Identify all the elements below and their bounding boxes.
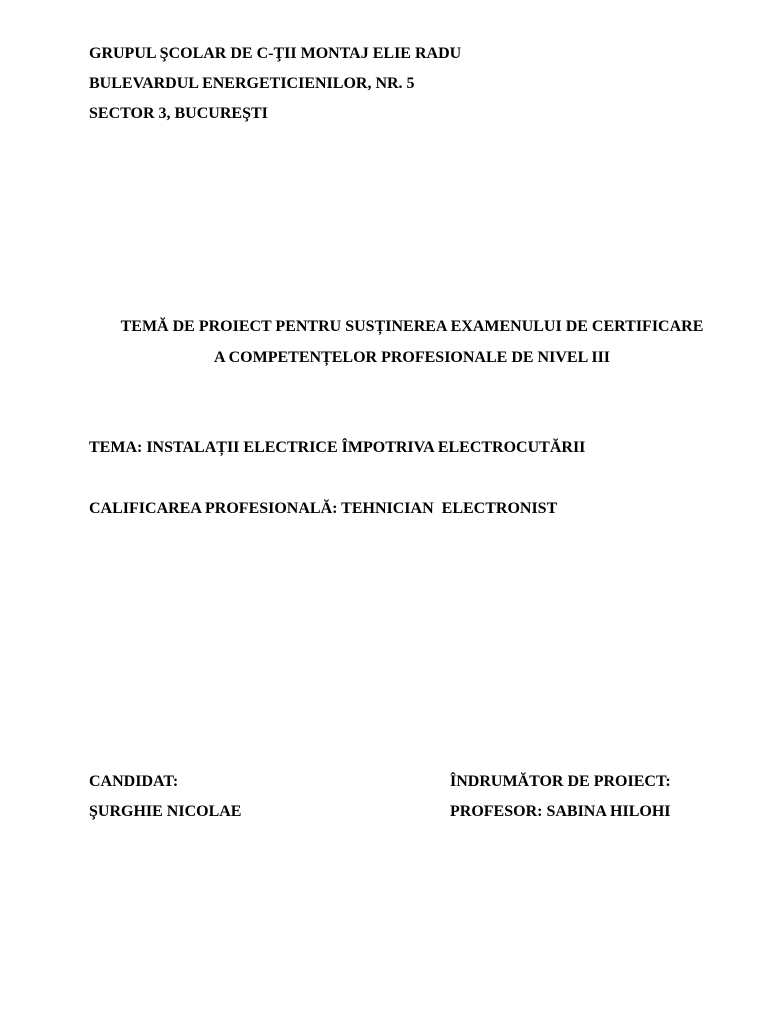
school-address: BULEVARDUL ENERGETICIENILOR, NR. 5 <box>89 75 415 92</box>
project-title-line-2: A COMPETENȚELOR PROFESIONALE DE NIVEL III <box>213 349 611 366</box>
project-title-line-1: TEMĂ DE PROIECT PENTRU SUSȚINEREA EXAMENULUI DE CERTIFICARE <box>120 318 704 335</box>
project-theme: TEMA: INSTALAȚII ELECTRICE ÎMPOTRIVA ELECTROCUTĂRII <box>89 439 586 456</box>
candidate-name: ŞURGHIE NICOLAE <box>89 803 242 820</box>
coordinator-label: ÎNDRUMĂTOR DE PROIECT: <box>450 773 671 790</box>
candidate-label: CANDIDAT: <box>89 773 179 790</box>
school-name: GRUPUL ŞCOLAR DE C-ŢII MONTAJ ELIE RADU <box>89 45 462 62</box>
professional-qualification: CALIFICAREA PROFESIONALĂ: TEHNICIAN ELECTRONIST <box>89 500 558 517</box>
school-city: SECTOR 3, BUCUREŞTI <box>89 105 268 122</box>
coordinator-name: PROFESOR: SABINA HILOHI <box>450 803 671 820</box>
